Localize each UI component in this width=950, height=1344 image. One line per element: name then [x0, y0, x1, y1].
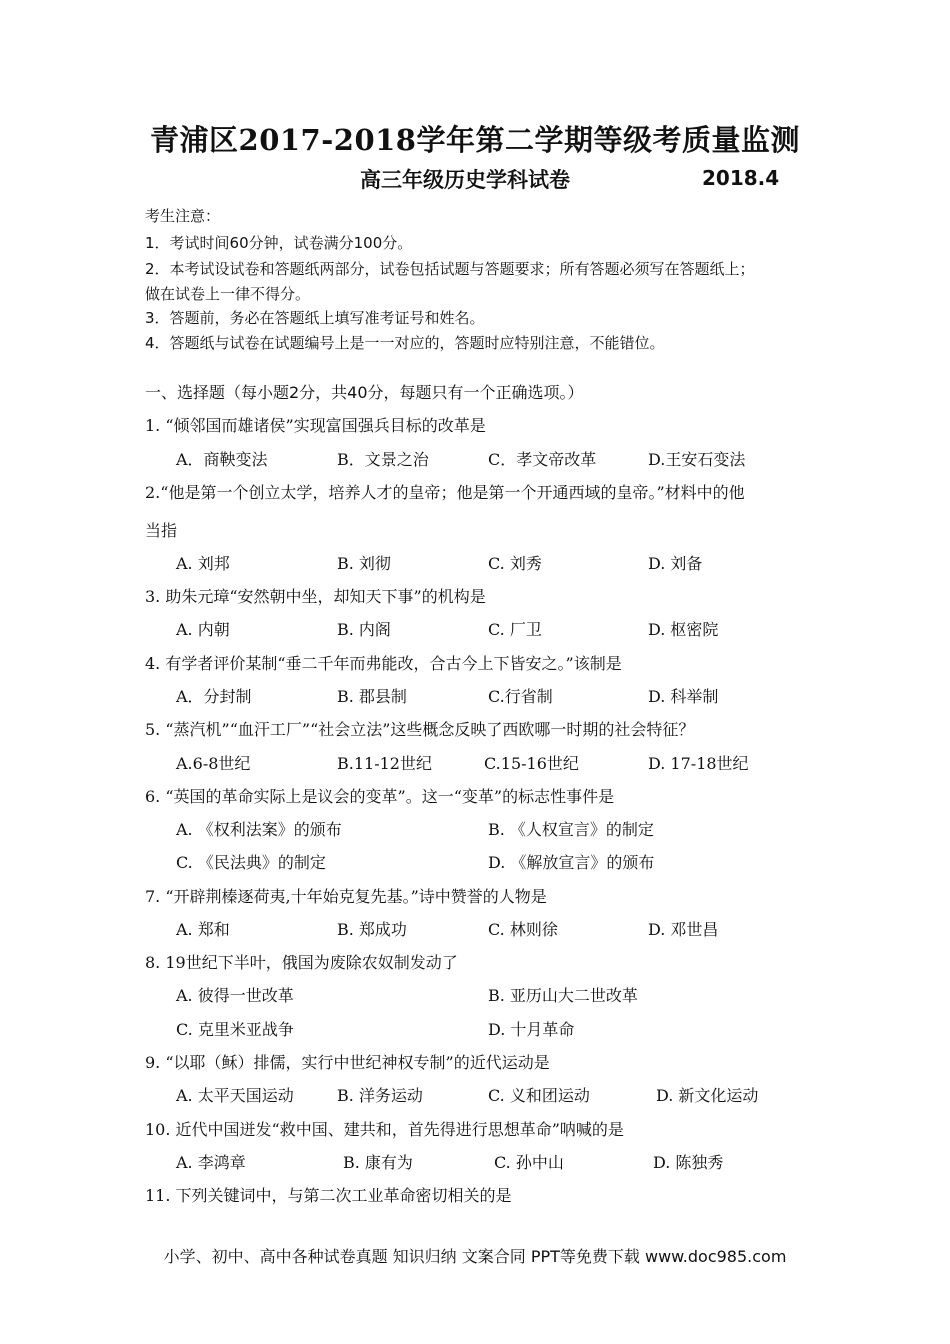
question-stem: 6. “英国的革命实际上是议会的变革”。这一“变革”的标志性事件是	[145, 787, 615, 806]
option-d: D.王安石变法	[648, 450, 746, 469]
question-stem: 10. 近代中国迸发“救中国、建共和，首先得进行思想革命”呐喊的是	[145, 1120, 624, 1139]
option-d: D. 科举制	[648, 687, 719, 706]
option-a: A.6-8世纪	[176, 754, 251, 773]
option-b: B. 郑成功	[337, 920, 407, 939]
option-d: D. 刘备	[648, 554, 703, 573]
question-stem: 2.“他是第一个创立太学，培养人才的皇帝；他是第一个开通西域的皇帝。”材料中的他	[145, 483, 745, 502]
option-a: A. 郑和	[176, 920, 230, 939]
notice-line: 做在试卷上一律不得分。	[145, 285, 311, 303]
option-c: C. 林则徐	[488, 920, 558, 939]
question-stem: 8. 19世纪下半叶，俄国为废除农奴制发动了	[145, 953, 458, 972]
question-stem: 4. 有学者评价某制“垂二千年而弗能改，合古今上下皆安之。”该制是	[145, 654, 622, 673]
exam-subtitle: 高三年级历史学科试卷	[360, 168, 570, 192]
option-c: C. 孙中山	[494, 1153, 564, 1172]
option-c: C. 刘秀	[488, 554, 542, 573]
option-c: C.15-16世纪	[484, 754, 579, 773]
option-c: C. 义和团运动	[488, 1086, 590, 1105]
option-a: A. 彼得一世改革	[176, 986, 294, 1005]
question-stem: 11. 下列关键词中，与第二次工业革命密切相关的是	[145, 1186, 512, 1205]
exam-date: 2018.4	[702, 166, 780, 190]
notice-line: 1．考试时间60分钟，试卷满分100分。	[145, 234, 413, 252]
option-b: B．文景之治	[337, 450, 429, 469]
question-stem-continued: 当指	[145, 521, 178, 540]
question-stem: 1. “倾邻国而雄诸侯”实现富国强兵目标的改革是	[145, 416, 486, 435]
option-c: C. 克里米亚战争	[176, 1020, 294, 1039]
option-b: B. 《人权宣言》的制定	[488, 820, 654, 839]
option-d: D. 枢密院	[648, 620, 719, 639]
option-d: D. 《解放宣言》的颁布	[488, 853, 655, 872]
option-d: D. 十月革命	[488, 1020, 575, 1039]
question-stem: 7. “开辟荆榛逐荷夷,十年始克复先基。”诗中赞誉的人物是	[145, 887, 547, 906]
footer-text: 小学、初中、高中各种试卷真题 知识归纳 文案合同 PPT等免费下载 www.doc985.com	[163, 1247, 787, 1266]
option-b: B. 内阁	[337, 620, 391, 639]
option-a: A. 内朝	[176, 620, 230, 639]
section-heading: 一、选择题（每小题2分，共40分，每题只有一个正确选项。）	[145, 383, 584, 402]
option-c: C. 《民法典》的制定	[176, 853, 326, 872]
question-stem: 3. 助朱元璋“安然朝中坐，却知天下事”的机构是	[145, 587, 486, 606]
option-b: B. 郡县制	[337, 687, 407, 706]
option-b: B. 康有为	[343, 1153, 413, 1172]
option-b: B. 洋务运动	[337, 1086, 423, 1105]
option-d: D. 邓世昌	[648, 920, 719, 939]
option-a: A. 李鸿章	[176, 1153, 246, 1172]
option-a: A．商鞅变法	[176, 450, 268, 469]
option-d: D. 17-18世纪	[648, 754, 749, 773]
option-c: C. 厂卫	[488, 620, 542, 639]
option-a: A．分封制	[176, 687, 252, 706]
question-stem: 5. “蒸汽机”“血汗工厂”“社会立法”这些概念反映了西欧哪一时期的社会特征？	[145, 720, 695, 739]
question-stem: 9. “以耶（稣）排儒，实行中世纪神权专制”的近代运动是	[145, 1053, 550, 1072]
option-a: A. 刘邦	[176, 554, 230, 573]
option-d: D. 新文化运动	[656, 1086, 759, 1105]
option-d: D. 陈独秀	[653, 1153, 724, 1172]
option-b: B. 刘彻	[337, 554, 391, 573]
notice-line: 2．本考试设试卷和答题纸两部分，试卷包括试题与答题要求；所有答题必须写在答题纸上；	[145, 260, 755, 278]
option-c: C．孝文帝改革	[488, 450, 597, 469]
option-a: A. 太平天国运动	[176, 1086, 294, 1105]
option-a: A. 《权利法案》的颁布	[176, 820, 342, 839]
notice-heading: 考生注意：	[145, 207, 221, 225]
notice-line: 4．答题纸与试卷在试题编号上是一一对应的，答题时应特别注意，不能错位。	[145, 334, 665, 352]
exam-title: 青浦区2017-2018学年第二学期等级考质量监测	[150, 123, 800, 157]
option-c: C.行省制	[488, 687, 553, 706]
option-b: B. 亚历山大二世改革	[488, 986, 638, 1005]
option-b: B.11-12世纪	[337, 754, 432, 773]
notice-line: 3．答题前，务必在答题纸上填写准考证号和姓名。	[145, 309, 485, 327]
